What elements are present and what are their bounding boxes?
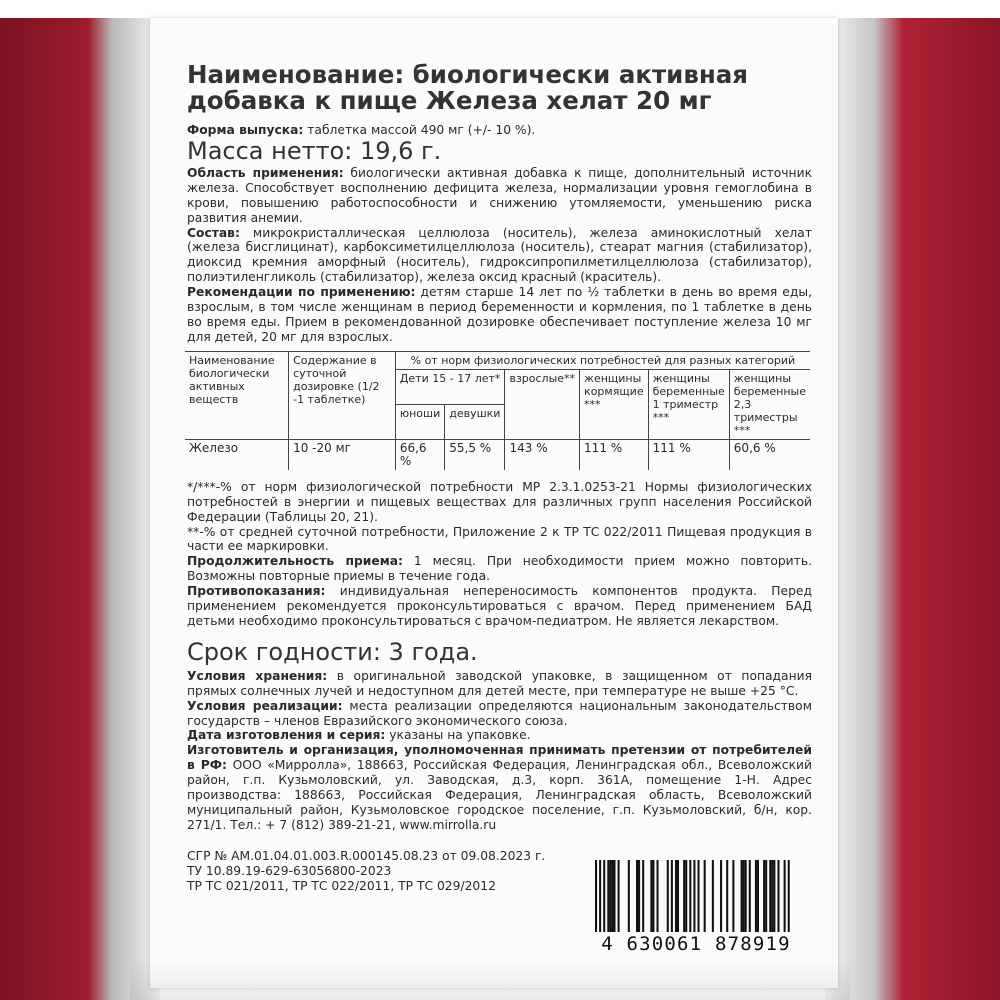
barcode-bar	[638, 860, 640, 934]
duration-paragraph	[187, 554, 812, 584]
barcode-bar	[667, 860, 669, 934]
date-text: указаны на упаковке.	[385, 728, 531, 743]
barcode-bar	[671, 860, 673, 934]
code-line: СГР № AM.01.04.01.003.R.000145.08.23 от 09.08.2023 г.	[187, 848, 546, 863]
sale-label: Условия реализации:	[187, 698, 343, 713]
sale-paragraph	[187, 699, 812, 729]
barcode-bar	[788, 860, 790, 942]
contraindications-label: Противопоказания:	[187, 584, 326, 599]
barcode-bar	[689, 860, 691, 942]
table-header-percent: % от норм физиологических потребностей для разных категорий	[395, 351, 810, 369]
cell-pregnant23: 60,6 %	[729, 439, 810, 470]
barcode-bar	[657, 860, 659, 934]
product-title: Наименование: биологически активная добавка к пище Железа хелат 20 мг	[187, 60, 749, 115]
contraindications-text: индивидуальная непереносимость компонентов продукта. Перед применением рекомендуется проконсультироваться с врачом. Перед применением БАД детьми необходимо проконсультироваться с врачом-педиатром. Не является лекарством.	[187, 584, 812, 628]
barcode-bar	[741, 860, 743, 934]
package-side-left	[0, 18, 160, 1000]
cell-boys: 66,6 %	[395, 439, 444, 470]
barcode-bar	[777, 860, 779, 934]
barcode-bar	[720, 860, 722, 934]
barcode-bar	[603, 860, 605, 934]
code-line: ТР ТС 021/2011, ТР ТС 022/2011, ТР ТС 029/2012	[187, 878, 496, 893]
barcode-bar	[642, 860, 644, 934]
barcode-bar	[698, 860, 700, 934]
cell-content: 10 -20 мг	[289, 439, 396, 470]
area-text: биологически активная добавка к пище, дополнительный источник железа. Способствует восполнению дефицита железа, нормализации уровня гемоглобина в крови, повышению работоспособности и снижению утомляемости, уменьшению риска развития анемии.	[187, 165, 812, 225]
barcode-bar	[732, 860, 734, 934]
barcode-bar	[618, 860, 620, 934]
area-paragraph	[187, 166, 812, 226]
code-line: ТУ 10.89.19-629-63056800-2023	[187, 863, 392, 878]
barcode-bar	[743, 860, 745, 934]
barcode-bar	[765, 860, 767, 934]
barcode-bar	[607, 860, 609, 934]
barcode-bar	[749, 860, 751, 934]
duration-label: Продолжительность приема:	[187, 554, 403, 569]
nutrition-table	[185, 351, 810, 470]
barcode-bar	[611, 860, 613, 934]
form-label: Форма выпуска:	[187, 123, 304, 137]
label-text	[187, 62, 812, 894]
footnote-1: */***-% от норм физиологической потребности МР 2.3.1.0253-21 Нормы физиологических потребностей в энергии и пищевых веществах для различных групп населения Российской Федерации (Таблицы 20, 21).	[187, 479, 812, 524]
table-header-name: Наименование биологически активных веществ	[185, 351, 289, 439]
barcode-bar	[712, 860, 714, 934]
recommendations-paragraph	[187, 285, 812, 345]
table-header-content: Содержание в суточной дозировке (1/2 -1 таблетке)	[289, 351, 396, 439]
table-header-pregnant23: женщины беременные 2,3 триместры ***	[729, 369, 810, 439]
sale-text: места реализации определяются национальным законодательством государств – членов Евразийского экономического союза.	[187, 698, 812, 728]
table-header-adults: взрослые**	[505, 369, 580, 439]
barcode-bar	[769, 860, 771, 934]
barcode-bar	[784, 860, 786, 942]
table-header-pregnant1: женщины беременные 1 триместр ***	[648, 369, 729, 439]
barcode-number: 4 630061 878919	[581, 932, 811, 956]
barcode-bar	[683, 860, 685, 934]
cell-name: Железо	[189, 440, 239, 455]
barcode-bar	[628, 860, 630, 934]
barcode-bar	[677, 860, 679, 934]
net-mass: Масса нетто: 19,6 г.	[187, 136, 442, 165]
table-header-girls: девушки	[445, 404, 505, 439]
table-row	[185, 439, 810, 470]
cell-pregnant1: 111 %	[648, 439, 729, 470]
manufacturer-label: Изготовитель и организация, уполномоченная принимать претензии от потребителей в РФ:	[187, 743, 812, 773]
bottom-shadow	[130, 960, 850, 1000]
cell-girls: 55,5 %	[445, 439, 505, 470]
cell-adults: 143 %	[505, 439, 580, 470]
barcode-bar	[650, 860, 652, 934]
barcode	[581, 860, 811, 956]
barcode-bar	[609, 860, 611, 934]
barcode-bar	[693, 860, 695, 942]
barcode-bar	[636, 860, 638, 934]
barcode-bar	[704, 860, 706, 934]
recommendations-text: детям старше 14 лет по ½ таблетки в день во время еды, взрослым, в том числе женщинам в период беременности и кормления, по 1 таблетке в день во время еды. Прием в рекомендованной дозировке обеспечивает поступление железа 10 мг для детей, 20 мг для взрослых.	[187, 285, 812, 344]
barcode-bar	[685, 860, 687, 934]
barcode-bar	[763, 860, 765, 934]
barcode-bar	[726, 860, 728, 934]
shelf-life: Срок годности: 3 года.	[187, 637, 478, 666]
storage-paragraph	[187, 669, 812, 699]
barcode-bar	[595, 860, 597, 942]
date-paragraph	[187, 728, 812, 743]
duration-text: 1 месяц. При необходимости прием можно повторить. Возможны повторные приемы в течение года.	[187, 554, 812, 584]
date-label: Дата изготовления и серия:	[187, 728, 386, 743]
form-text: таблетка массой 490 мг (+/- 10 %).	[303, 123, 536, 137]
composition-text: микрокристаллическая целлюлоза (носитель), железа аминокислотный хелат (железа бисглицинат), карбоксиметилцеллюлоза (носитель), стеарат магния (стабилизатор), диоксид кремния аморфный (носитель), гидроксипропилметилцеллюлоза (стабилизатор), полиэтиленгликоль (стабилизатор), железа оксид красный (краситель).	[187, 225, 812, 285]
manufacturer-text: ООО «Мирролла», 188663, Российская Федерация, Ленинградская обл., Всеволожский район, г.п. Кузьмоловский, ул. Заводская, д.3, корп. 361А, помещение 1-Н. Адрес производства: 188663, Российская Федерация, Ленинградская область, Всеволожский муниципальный район, Кузьмоловское городское поселение, г.п. Кузьмоловский, б/н, кор. 271/1. Тел.: + 7 (812) 389-21-21, www.mirrolla.ru	[187, 758, 812, 832]
contraindications-paragraph	[187, 584, 812, 629]
composition-label: Состав:	[187, 225, 240, 240]
barcode-bar	[757, 860, 759, 934]
cell-nursing: 111 %	[580, 439, 649, 470]
barcode-bars	[581, 860, 811, 942]
form-paragraph	[187, 123, 812, 138]
barcode-bar	[773, 860, 775, 934]
table-header-boys: юноши	[395, 404, 444, 439]
barcode-bar	[745, 860, 747, 934]
barcode-bar	[755, 860, 757, 934]
composition-paragraph	[187, 226, 812, 286]
barcode-bar	[613, 860, 615, 934]
recommendations-label: Рекомендации по применению:	[187, 285, 416, 300]
table-header-nursing: женщины кормящие ***	[580, 369, 649, 439]
manufacturer-paragraph	[187, 743, 812, 832]
table-header-children: Дети 15 - 17 лет*	[395, 369, 505, 404]
barcode-bar	[675, 860, 677, 934]
storage-text: в оригинальной заводской упаковке, в защищенном от попадания прямых солнечных лучей и недоступном для детей месте, при температуре не выше +25 °С.	[187, 668, 813, 698]
footnote-2: **-% от средней суточной потребности, Приложение 2 к ТР ТС 022/2011 Пищевая продукция в части ее маркировки.	[187, 524, 812, 554]
package-side-right	[825, 18, 1000, 1000]
area-label: Область применения:	[187, 165, 344, 180]
barcode-bar	[652, 860, 654, 934]
barcode-bar	[599, 860, 601, 942]
storage-label: Условия хранения:	[187, 668, 328, 683]
barcode-bar	[771, 860, 773, 934]
